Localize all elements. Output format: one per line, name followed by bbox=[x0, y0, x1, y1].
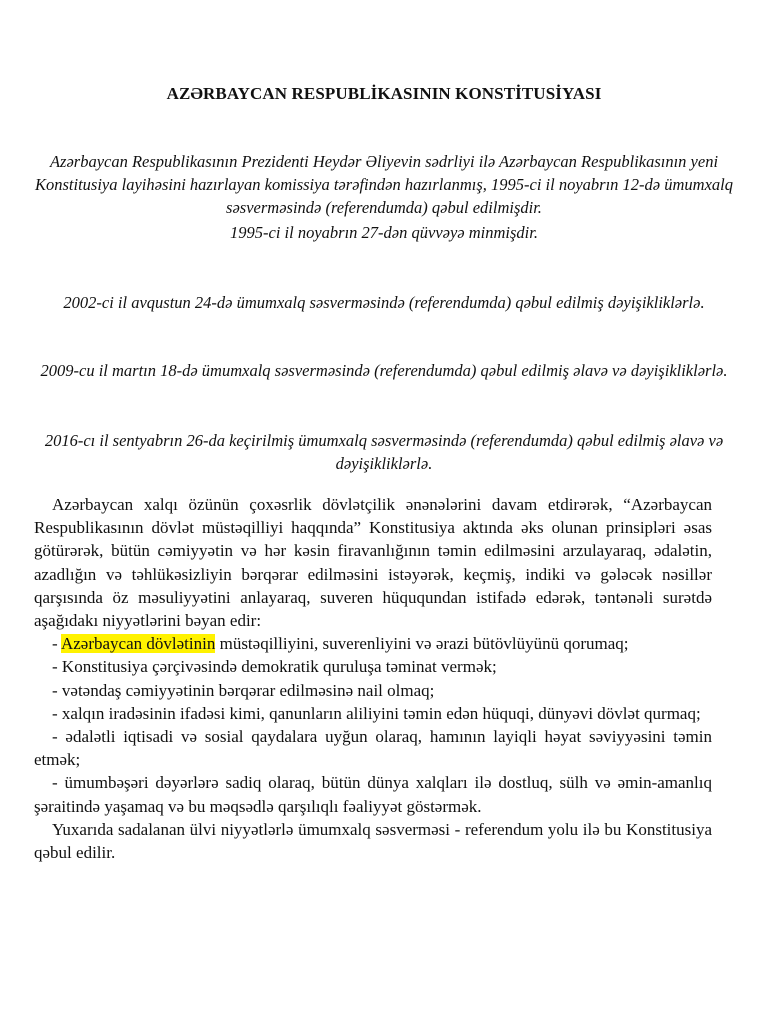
goal-item: - ədalətli iqtisadi və sosial qaydalara uyğun olaraq, hamının layiqli həyat səviyyəsini təmin etmək; bbox=[34, 727, 712, 770]
preamble bbox=[34, 493, 712, 864]
effective-date: 1995-ci il noyabrın 27-dən qüvvəyə minmişdir. bbox=[230, 223, 538, 242]
goal-item bbox=[34, 632, 712, 655]
goal-item: - xalqın iradəsinin ifadəsi kimi, qanunların aliliyini təmin edən hüquqi, dünyəvi dövlət qurmaq; bbox=[52, 703, 701, 723]
amendment-2002: 2002-ci il avqustun 24-də ümumxalq səsverməsində (referendumda) qəbul edilmiş dəyişikliklərlə. bbox=[63, 293, 705, 312]
document-title: AZƏRBAYCAN RESPUBLİKASININ KONSTİTUSİYASI bbox=[166, 84, 602, 103]
highlighted-text: Azərbaycan dövlətinin bbox=[60, 634, 216, 654]
goal-item: - Konstitusiya çərçivəsində demokratik quruluşa təminat vermək; bbox=[52, 657, 497, 677]
preamble-intro: Azərbaycan xalqı özünün çoxəsrlik dövlətçilik ənənələrini davam etdirərək, “Azərbaycan Respublikasının dövlət müstəqilliyi haqqında” Konstitusiya aktında əks olunan prinsipləri əsas götürərək, bütün cəmiyyətin və hər kəsin firavanlığının təmin edilməsini arzulayaraq, ədalətin, azadlığın və təhlükəsizliyin bərqərar edilməsini istəyərək, keçmiş, indiki və gələcək nəsillər qarşısında öz məsuliyyətini anlayaraq, suveren hüququndan istifadə edərək, təntənəli surətdə aşağıdakı niyyətlərini bəyan edir: bbox=[34, 495, 712, 631]
amendment-2016: 2016-cı il sentyabrın 26-da keçirilmiş ümumxalq səsverməsində (referendumda) qəbul edilmiş əlavə və dəyişikliklərlə. bbox=[44, 431, 724, 473]
goal-item: - ümumbəşəri dəyərlərə sadiq olaraq, bütün dünya xalqları ilə dostluq, sülh və əmin-amanlıq şəraitində yaşamaq və bu məqsədlə qarşılıqlı fəaliyyət göstərmək. bbox=[34, 773, 712, 816]
amendment-2009: 2009-cu il martın 18-də ümumxalq səsverməsində (referendumda) qəbul edilmiş əlavə və dəyişikliklərlə. bbox=[40, 361, 728, 380]
closing-paragraph: Yuxarıda sadalanan ülvi niyyətlərlə ümumxalq səsverməsi - referendum yolu ilə bu Konstitusiya qəbul edilir. bbox=[34, 819, 712, 863]
goal-prefix: - bbox=[52, 634, 61, 654]
goal-rest: müstəqilliyini, suverenliyini və ərazi bütövlüyünü qorumaq; bbox=[215, 634, 629, 654]
intro-paragraph: Azərbaycan Respublikasının Prezidenti Heydər Əliyevin sədrliyi ilə Azərbaycan Respublikasının yeni Konstitusiya layihəsini hazırlayan komissiya tərəfindən hazırlanmış, 1995-ci il noyabrın 12-də ümumxalq səsverməsində (referendumda) qəbul edilmişdir. bbox=[35, 152, 733, 217]
goal-item: - vətəndaş cəmiyyətinin bərqərar edilməsinə nail olmaq; bbox=[52, 680, 435, 700]
